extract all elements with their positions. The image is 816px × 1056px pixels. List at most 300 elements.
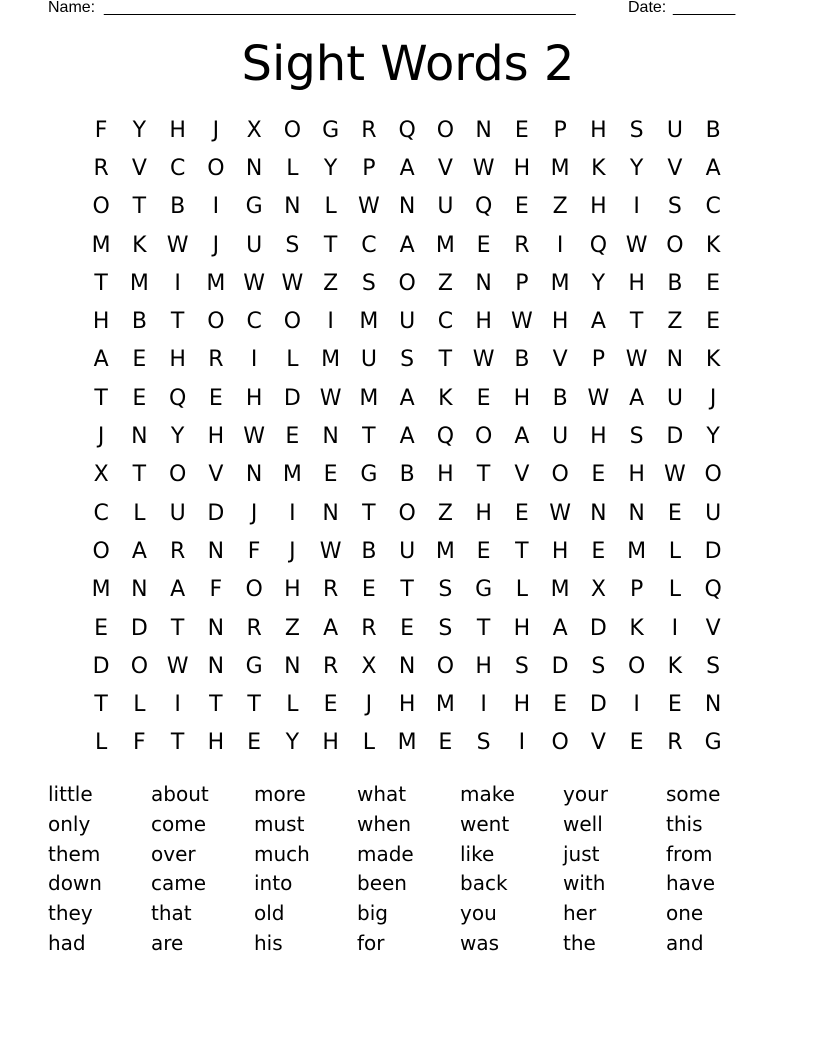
grid-letter[interactable]: E [361, 577, 376, 603]
grid-letter[interactable]: N [398, 194, 416, 220]
grid-letter[interactable]: H [628, 462, 645, 488]
grid-letter[interactable]: O [245, 577, 263, 603]
grid-letter[interactable]: Q [704, 577, 722, 603]
grid-letter[interactable]: R [361, 117, 377, 143]
grid-letter[interactable]: X [246, 117, 262, 143]
grid-letter[interactable]: L [515, 577, 528, 603]
grid-letter[interactable]: E [400, 615, 415, 641]
grid-letter[interactable]: C [246, 309, 262, 335]
grid-letter[interactable]: I [480, 692, 487, 718]
grid-letter[interactable]: M [91, 577, 111, 603]
grid-letter[interactable]: T [170, 309, 185, 335]
grid-letter[interactable]: G [245, 194, 263, 220]
grid-letter[interactable]: V [514, 462, 530, 488]
grid-letter[interactable]: V [552, 347, 568, 373]
grid-letter[interactable]: Q [589, 232, 608, 258]
word-bank-item: into [254, 871, 293, 896]
grid-letter[interactable]: S [438, 615, 453, 641]
grid-letter[interactable]: E [667, 692, 682, 718]
grid-letter[interactable]: L [286, 347, 299, 373]
grid-letter[interactable]: G [322, 117, 340, 143]
grid-letter[interactable]: U [552, 424, 569, 450]
grid-letter[interactable]: D [92, 653, 110, 679]
grid-letter[interactable]: E [591, 462, 606, 488]
grid-letter[interactable]: H [513, 692, 531, 718]
grid-letter[interactable]: U [399, 309, 416, 335]
grid-letter[interactable]: A [399, 155, 415, 181]
grid-letter[interactable]: Y [170, 424, 185, 450]
grid-letter[interactable]: S [476, 730, 491, 756]
grid-letter[interactable]: I [174, 692, 181, 718]
word-bank-item: that [151, 901, 192, 926]
grid-letter[interactable]: S [591, 653, 606, 679]
grid-letter[interactable]: O [130, 653, 149, 679]
grid-letter[interactable]: C [361, 232, 377, 258]
grid-letter[interactable]: U [360, 347, 377, 373]
grid-letter[interactable]: B [131, 309, 147, 335]
grid-letter[interactable]: W [243, 424, 265, 450]
grid-letter[interactable]: M [435, 232, 455, 258]
grid-letter[interactable]: K [705, 347, 721, 373]
grid-letter[interactable]: O [92, 194, 110, 220]
grid-letter[interactable]: S [629, 424, 644, 450]
grid-letter[interactable]: Q [474, 194, 493, 220]
grid-letter[interactable]: V [590, 730, 606, 756]
grid-letter[interactable]: E [132, 347, 147, 373]
grid-letter[interactable]: N [131, 577, 148, 603]
grid-letter[interactable]: G [704, 730, 722, 756]
grid-letter[interactable]: E [438, 730, 453, 756]
grid-letter[interactable]: H [207, 730, 225, 756]
grid-letter[interactable]: S [438, 577, 453, 603]
grid-letter[interactable]: N [590, 500, 607, 526]
grid-letter[interactable]: S [667, 194, 682, 220]
grid-letter[interactable]: N [322, 424, 339, 450]
grid-letter[interactable]: Y [591, 270, 606, 296]
grid-letter[interactable]: B [399, 462, 415, 488]
grid-letter[interactable]: N [245, 462, 263, 488]
grid-letter[interactable]: M [397, 730, 417, 756]
grid-letter[interactable]: H [590, 194, 607, 220]
grid-letter[interactable]: B [514, 347, 530, 373]
grid-letter[interactable]: A [629, 385, 645, 411]
grid-letter[interactable]: M [129, 270, 149, 296]
grid-letter[interactable]: N [322, 500, 339, 526]
grid-letter[interactable]: H [284, 577, 301, 603]
grid-letter[interactable]: Y [323, 155, 338, 181]
grid-letter[interactable]: O [436, 653, 455, 679]
grid-letter[interactable]: W [549, 500, 571, 526]
grid-letter[interactable]: H [475, 500, 492, 526]
grid-letter[interactable]: C [705, 194, 721, 220]
grid-letter[interactable]: U [246, 232, 263, 258]
grid-letter[interactable]: O [398, 500, 416, 526]
grid-letter[interactable]: B [552, 385, 568, 411]
grid-letter[interactable]: L [286, 155, 299, 181]
grid-letter[interactable]: E [476, 232, 491, 258]
grid-letter[interactable]: F [94, 117, 108, 143]
grid-letter[interactable]: A [170, 577, 186, 603]
grid-letter[interactable]: H [437, 462, 454, 488]
grid-letter[interactable]: L [324, 194, 337, 220]
grid-letter[interactable]: N [475, 270, 492, 296]
grid-letter[interactable]: V [131, 155, 147, 181]
grid-letter[interactable]: S [629, 117, 644, 143]
grid-letter[interactable]: W [319, 538, 342, 564]
grid-letter[interactable]: R [322, 653, 339, 679]
grid-letter[interactable]: B [705, 117, 721, 143]
grid-letter[interactable]: I [671, 615, 679, 641]
grid-letter[interactable]: R [667, 730, 683, 756]
grid-letter[interactable]: R [246, 615, 262, 641]
grid-letter[interactable]: B [361, 538, 377, 564]
grid-letter[interactable]: A [590, 309, 606, 335]
grid-letter[interactable]: Z [552, 194, 568, 220]
grid-letter[interactable]: O [283, 117, 302, 143]
grid-letter[interactable]: H [322, 730, 339, 756]
grid-letter[interactable]: T [132, 462, 147, 488]
grid-letter[interactable]: O [168, 462, 187, 488]
grid-letter[interactable]: O [666, 232, 684, 258]
date-field[interactable]: _______ [673, 0, 736, 16]
grid-letter[interactable]: L [133, 500, 146, 526]
grid-letter[interactable]: N [284, 653, 301, 679]
grid-letter[interactable]: T [629, 309, 644, 335]
grid-letter[interactable]: K [438, 385, 453, 411]
grid-letter[interactable]: U [666, 385, 683, 411]
grid-letter[interactable]: O [627, 653, 646, 679]
grid-letter[interactable]: O [474, 424, 493, 450]
grid-letter[interactable]: V [208, 462, 224, 488]
grid-letter[interactable]: E [706, 309, 721, 335]
grid-letter[interactable]: M [550, 577, 570, 603]
grid-letter[interactable]: H [245, 385, 263, 411]
grid-letter[interactable]: J [250, 500, 258, 526]
grid-letter[interactable]: N [207, 615, 225, 641]
grid-letter[interactable]: I [518, 730, 526, 756]
grid-letter[interactable]: W [472, 155, 495, 181]
grid-letter[interactable]: M [359, 385, 379, 411]
grid-letter[interactable]: V [437, 155, 453, 181]
grid-letter[interactable]: S [361, 270, 376, 296]
grid-letter[interactable]: H [92, 309, 110, 335]
grid-letter[interactable]: T [476, 462, 491, 488]
grid-letter[interactable]: L [94, 730, 108, 756]
grid-letter[interactable]: K [132, 232, 147, 258]
grid-letter[interactable]: D [666, 424, 684, 450]
grid-letter[interactable]: U [437, 194, 454, 220]
grid-letter[interactable]: W [587, 385, 610, 411]
grid-letter[interactable]: H [169, 347, 186, 373]
grid-letter[interactable]: I [327, 309, 334, 335]
grid-letter[interactable]: F [133, 730, 146, 756]
grid-letter[interactable]: C [93, 500, 109, 526]
grid-letter[interactable]: U [705, 500, 722, 526]
grid-letter[interactable]: H [207, 424, 225, 450]
grid-letter[interactable]: E [323, 462, 338, 488]
grid-letter[interactable]: H [551, 538, 569, 564]
grid-letter[interactable]: M [359, 309, 379, 335]
grid-letter[interactable]: I [174, 270, 181, 296]
grid-letter[interactable]: Z [437, 270, 453, 296]
grid-letter[interactable]: G [245, 653, 263, 679]
grid-letter[interactable]: T [323, 232, 338, 258]
grid-letter[interactable]: W [319, 385, 342, 411]
grid-letter[interactable]: T [362, 500, 376, 526]
grid-letter[interactable]: J [212, 117, 220, 143]
grid-letter[interactable]: H [513, 615, 531, 641]
grid-letter[interactable]: U [399, 538, 416, 564]
word-bank-item: about [151, 782, 209, 806]
grid-letter[interactable]: M [206, 270, 226, 296]
grid-letter[interactable]: W [281, 270, 304, 296]
word-bank-item: the [563, 930, 596, 955]
grid-letter[interactable]: F [209, 577, 223, 603]
grid-letter[interactable]: V [667, 155, 683, 181]
grid-letter[interactable]: H [590, 117, 607, 143]
grid-letter[interactable]: K [629, 615, 644, 641]
grid-letter[interactable]: N [207, 538, 225, 564]
grid-letter[interactable]: Z [323, 270, 339, 296]
grid-letter[interactable]: J [709, 385, 717, 411]
grid-letter[interactable]: W [472, 347, 495, 373]
grid-letter[interactable]: C [437, 309, 454, 335]
grid-letter[interactable]: W [625, 347, 648, 373]
grid-letter[interactable]: O [551, 462, 569, 488]
grid-letter[interactable]: B [170, 194, 186, 220]
grid-letter[interactable]: J [97, 424, 105, 450]
grid-letter[interactable]: S [514, 653, 529, 679]
grid-letter[interactable]: E [514, 194, 529, 220]
grid-letter[interactable]: D [589, 692, 607, 718]
grid-letter[interactable]: T [400, 577, 414, 603]
grid-letter[interactable]: Q [436, 424, 455, 450]
grid-letter[interactable]: V [705, 615, 721, 641]
grid-letter[interactable]: E [285, 424, 300, 450]
grid-letter[interactable]: L [133, 692, 146, 718]
grid-letter[interactable]: E [94, 615, 109, 641]
grid-letter[interactable]: R [514, 232, 530, 258]
grid-letter[interactable]: Q [398, 117, 416, 143]
grid-letter[interactable]: M [550, 155, 570, 181]
grid-letter[interactable]: N [666, 347, 684, 373]
grid-letter[interactable]: I [633, 692, 640, 718]
grid-letter[interactable]: A [552, 615, 568, 641]
grid-letter[interactable]: W [510, 309, 533, 335]
grid-letter[interactable]: H [590, 424, 607, 450]
grid-letter[interactable]: H [628, 270, 645, 296]
grid-letter[interactable]: W [357, 194, 380, 220]
grid-letter[interactable]: S [285, 232, 300, 258]
grid-letter[interactable]: M [435, 538, 455, 564]
grid-letter[interactable]: N [398, 653, 416, 679]
grid-letter[interactable]: D [130, 615, 148, 641]
grid-letter[interactable]: H [475, 653, 492, 679]
grid-letter[interactable]: E [323, 692, 338, 718]
grid-letter[interactable]: N [704, 692, 722, 718]
grid-letter[interactable]: T [132, 194, 147, 220]
grid-letter[interactable]: A [399, 424, 415, 450]
word-bank [48, 779, 769, 958]
grid-letter[interactable]: T [170, 730, 185, 756]
grid-letter[interactable]: P [515, 270, 529, 296]
grid-letter[interactable]: S [400, 347, 415, 373]
grid-letter[interactable]: M [550, 270, 570, 296]
grid-letter[interactable]: W [166, 653, 189, 679]
grid-letter[interactable]: N [245, 155, 263, 181]
grid-letter[interactable]: K [591, 155, 606, 181]
grid-letter[interactable]: L [362, 730, 375, 756]
grid-letter[interactable]: P [591, 347, 606, 373]
grid-letter[interactable]: H [513, 385, 531, 411]
grid-letter[interactable]: O [551, 730, 569, 756]
grid-letter[interactable]: E [476, 385, 491, 411]
grid-letter[interactable]: H [475, 309, 492, 335]
grid-letter[interactable]: U [666, 117, 683, 143]
grid-letter[interactable]: E [208, 385, 223, 411]
grid-letter[interactable]: E [553, 692, 568, 718]
grid-letter[interactable]: A [705, 155, 721, 181]
grid-letter[interactable]: D [551, 653, 569, 679]
grid-letter[interactable]: A [323, 615, 339, 641]
grid-letter[interactable]: Z [667, 309, 683, 335]
grid-letter[interactable]: I [212, 194, 220, 220]
grid-letter[interactable]: P [629, 577, 644, 603]
grid-letter[interactable]: T [362, 424, 376, 450]
grid-letter[interactable]: T [515, 538, 529, 564]
grid-letter[interactable]: L [668, 577, 681, 603]
grid-letter[interactable]: E [476, 538, 491, 564]
grid-letter[interactable]: R [169, 538, 186, 564]
grid-letter[interactable]: M [91, 232, 111, 258]
grid-letter[interactable]: X [590, 577, 606, 603]
grid-letter[interactable]: X [361, 653, 377, 679]
grid-letter[interactable]: E [591, 538, 606, 564]
grid-letter[interactable]: H [169, 117, 186, 143]
grid-letter[interactable]: H [513, 155, 531, 181]
grid-letter[interactable]: F [247, 538, 261, 564]
grid-letter[interactable]: N [131, 424, 148, 450]
grid-letter[interactable]: T [94, 270, 108, 296]
grid-letter[interactable]: B [667, 270, 683, 296]
grid-letter[interactable]: M [435, 692, 455, 718]
word-bank-item: from [666, 841, 713, 866]
word-bank-item: are [151, 930, 184, 955]
grid-letter[interactable]: Y [629, 155, 644, 181]
grid-letter[interactable]: N [475, 117, 492, 143]
grid-letter[interactable]: K [705, 232, 721, 258]
grid-letter[interactable]: O [92, 538, 110, 564]
name-field[interactable]: _____________________________________________________ [104, 0, 576, 16]
grid-letter[interactable]: J [289, 538, 296, 564]
grid-letter[interactable]: J [212, 232, 220, 258]
grid-letter[interactable]: W [243, 270, 265, 296]
grid-letter[interactable]: K [667, 653, 683, 679]
grid-letter[interactable]: H [551, 309, 569, 335]
grid-letter[interactable]: W [625, 232, 648, 258]
grid-letter[interactable]: P [362, 155, 376, 181]
grid-letter[interactable]: O [436, 117, 455, 143]
grid-letter[interactable]: M [282, 462, 302, 488]
grid-letter[interactable]: E [132, 385, 147, 411]
grid-letter[interactable]: J [365, 692, 373, 718]
grid-letter[interactable]: Y [706, 424, 720, 450]
grid-letter[interactable]: X [93, 462, 109, 488]
grid-letter[interactable]: N [628, 500, 645, 526]
grid-letter[interactable]: R [361, 615, 377, 641]
grid-letter[interactable]: T [94, 692, 108, 718]
grid-letter[interactable]: H [398, 692, 416, 718]
grid-letter[interactable]: Z [437, 500, 453, 526]
grid-letter[interactable]: R [322, 577, 339, 603]
grid-letter[interactable]: O [207, 155, 225, 181]
word-bank-item: only [48, 811, 91, 836]
grid-letter[interactable]: E [514, 117, 529, 143]
grid-letter[interactable]: U [169, 500, 186, 526]
grid-letter[interactable]: R [93, 155, 109, 181]
grid-letter[interactable]: Y [132, 117, 147, 143]
grid-letter[interactable]: T [94, 385, 108, 411]
grid-letter[interactable]: I [633, 194, 640, 220]
grid-letter[interactable]: T [170, 615, 185, 641]
word-bank-item: must [254, 811, 305, 836]
grid-letter[interactable]: E [667, 500, 682, 526]
grid-letter[interactable]: T [247, 692, 261, 718]
grid-letter[interactable]: D [589, 615, 607, 641]
grid-letter[interactable]: A [399, 385, 415, 411]
grid-letter[interactable]: I [289, 500, 296, 526]
grid-letter[interactable]: C [169, 155, 186, 181]
grid-letter[interactable]: Z [284, 615, 300, 641]
grid-letter[interactable]: G [475, 577, 493, 603]
grid-letter[interactable]: M [321, 347, 341, 373]
grid-letter[interactable]: T [209, 692, 223, 718]
grid-letter[interactable]: W [663, 462, 686, 488]
grid-letter[interactable]: D [207, 500, 225, 526]
grid-letter[interactable]: W [166, 232, 189, 258]
grid-letter[interactable]: Y [285, 730, 300, 756]
grid-letter[interactable]: E [514, 500, 529, 526]
grid-letter[interactable]: N [284, 194, 301, 220]
grid-letter[interactable]: T [438, 347, 453, 373]
grid-letter[interactable]: P [553, 117, 567, 143]
grid-letter[interactable]: E [706, 270, 721, 296]
grid-letter[interactable]: O [207, 309, 225, 335]
grid-letter[interactable]: O [283, 309, 302, 335]
grid-letter[interactable]: O [704, 462, 722, 488]
grid-letter[interactable]: A [93, 347, 109, 373]
grid-letter[interactable]: I [556, 232, 564, 258]
grid-letter[interactable]: A [131, 538, 147, 564]
grid-letter[interactable]: G [360, 462, 378, 488]
grid-letter[interactable]: R [208, 347, 224, 373]
grid-letter[interactable]: N [207, 653, 225, 679]
grid-letter[interactable]: Q [168, 385, 187, 411]
grid-letter[interactable]: E [247, 730, 262, 756]
grid-letter[interactable]: D [283, 385, 301, 411]
grid-letter[interactable]: E [629, 730, 644, 756]
grid-letter[interactable]: L [668, 538, 681, 564]
grid-letter[interactable]: O [398, 270, 416, 296]
grid-letter[interactable]: S [706, 653, 721, 679]
grid-letter[interactable]: A [399, 232, 415, 258]
grid-letter[interactable]: D [704, 538, 722, 564]
grid-letter[interactable]: T [476, 615, 491, 641]
grid-letter[interactable]: A [514, 424, 530, 450]
grid-letter[interactable]: I [250, 347, 258, 373]
grid-letter[interactable]: L [286, 692, 299, 718]
grid-letter[interactable]: M [627, 538, 647, 564]
